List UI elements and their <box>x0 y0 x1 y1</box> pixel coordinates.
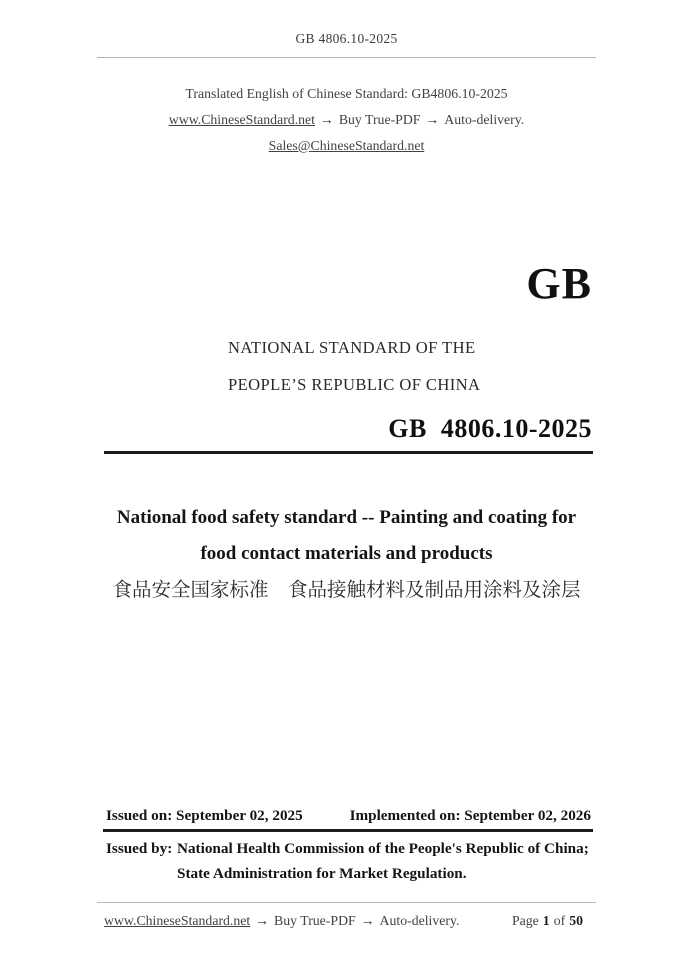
header-divider <box>97 57 596 58</box>
footer-auto-delivery-label: Auto-delivery. <box>379 913 460 928</box>
sales-email-link[interactable]: Sales@ChineseStandard.net <box>268 137 425 153</box>
footer-buy-true-pdf-label: Buy True-PDF <box>274 913 356 928</box>
issued-on-label: Issued on: September 02, 2025 <box>106 807 303 824</box>
issuer-lines <box>177 837 589 886</box>
title-block <box>0 500 693 609</box>
page-current: 1 <box>542 913 550 928</box>
org-line-2: PEOPLE’S REPUBLIC OF CHINA <box>228 374 481 394</box>
gb-logo: GB <box>526 259 592 308</box>
footer-divider <box>97 902 596 903</box>
title-chinese: 食品安全国家标准 食品接触材料及制品用涂料及涂层 <box>112 580 581 601</box>
arrow-right-icon: → <box>425 111 440 127</box>
auto-delivery-label: Auto-delivery. <box>444 111 525 127</box>
site-link[interactable]: www.ChineseStandard.net <box>168 111 316 127</box>
translated-standard-line: Translated English of Chinese Standard: GB4806.10-2025 <box>185 86 508 101</box>
title-english-line-1: National food safety standard -- Painting and coating for <box>116 507 577 528</box>
issuer-line-1: National Health Commission of the People's Republic of China; <box>177 840 589 857</box>
buy-true-pdf-label: Buy True-PDF <box>338 111 421 127</box>
org-block <box>228 330 480 403</box>
issuance-divider <box>103 829 593 832</box>
issuance-dates-row <box>106 807 591 825</box>
issued-by-row <box>106 837 591 886</box>
implemented-on-label: Implemented on: September 02, 2026 <box>349 807 591 824</box>
issued-by-label: Issued by: <box>106 840 173 857</box>
arrow-right-icon: → <box>320 111 334 127</box>
footer-left <box>104 913 459 929</box>
arrow-right-icon: → <box>360 913 375 928</box>
title-english-line-2: food contact materials and products <box>200 542 493 564</box>
org-line-1: NATIONAL STANDARD OF THE <box>228 338 476 357</box>
page-label: Page <box>511 913 539 928</box>
arrow-right-icon: → <box>255 913 270 928</box>
of-label: of <box>553 913 566 928</box>
standard-number-divider <box>104 451 593 454</box>
page-total: 50 <box>569 913 583 928</box>
issuer-line-2: State Administration for Market Regulation. <box>177 864 467 882</box>
footer-site-link[interactable]: www.ChineseStandard.net <box>104 913 251 928</box>
buy-info-line <box>0 107 693 133</box>
footer-page-indicator <box>512 913 587 929</box>
running-header-doc-code: GB 4806.10-2025 <box>295 31 398 46</box>
footer-row <box>104 913 587 929</box>
header-info-block <box>0 81 693 158</box>
standard-number: GB 4806.10-2025 <box>388 414 592 443</box>
